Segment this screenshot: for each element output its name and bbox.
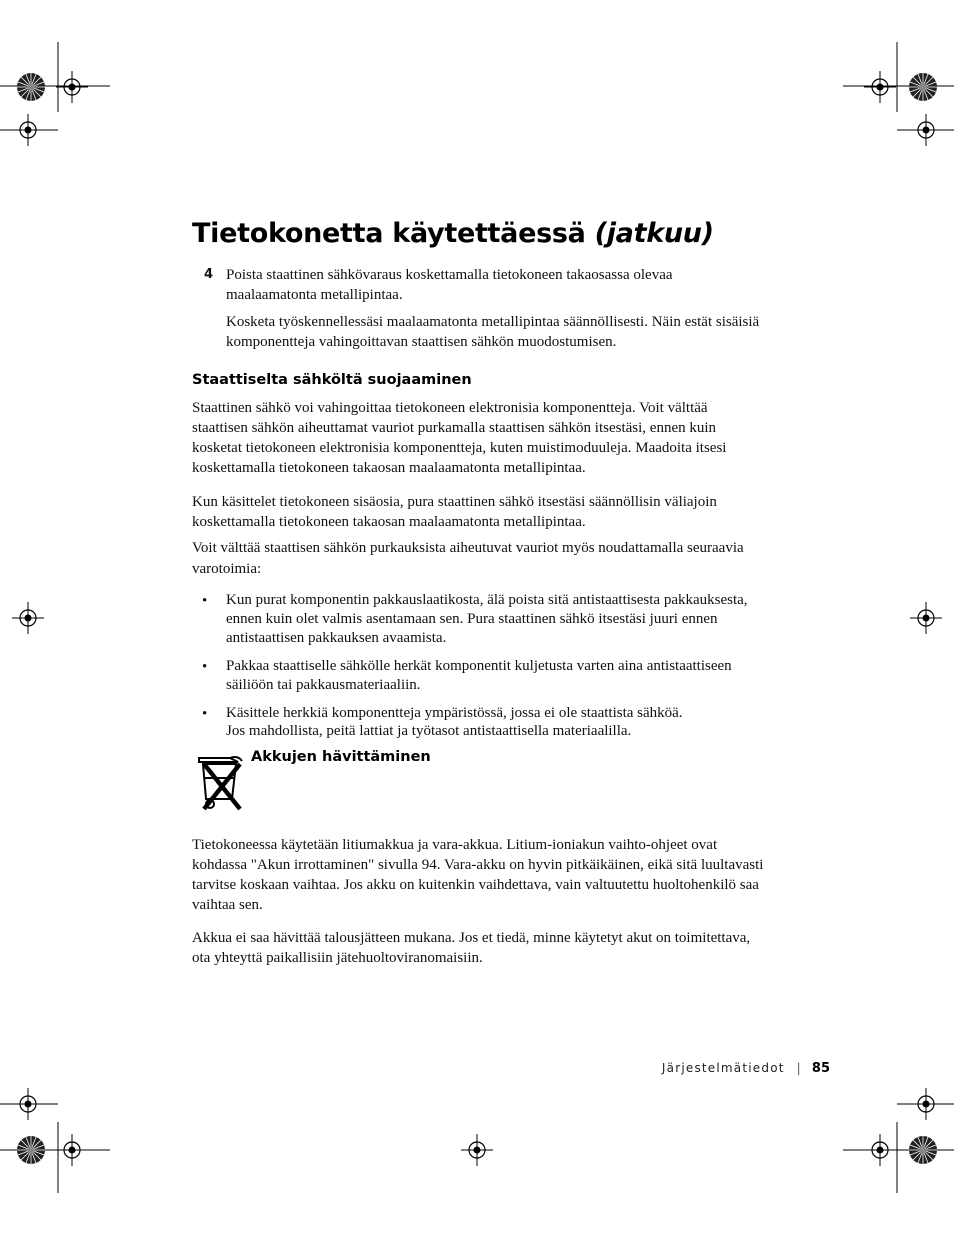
page-title-text: Tietokonetta käytettäessä [192,218,586,249]
bullet-line: Jos mahdollista, peitä lattiat ja työtasot antistaattisella materiaalilla. [226,723,632,739]
paragraph-line: vaihtaa sen. [192,897,263,913]
bullet-line: säiliöön tai pakkausmateriaaliin. [226,677,421,693]
paragraph-line: Tietokoneessa käytetään litiumakkua ja vara-akkua. Litium-ioniakun vaihto-ohjeet ovat [192,837,718,853]
static-paragraph-2 [192,492,717,532]
step-text-line: maalaamatonta metallipintaa. [226,287,403,303]
paragraph-line: Voit välttää staattisen sähkön purkauksista aiheutuvat vauriot myös noudattamalla seuraavia [192,540,744,556]
bullet-line: antistaattisen pakkauksen avaamista. [226,630,447,646]
paragraph-line: kosketat tietokoneen elektronisia komponentteja, kuten muistimoduuleja. Maadoita itsesi [192,440,727,456]
step-note [226,312,759,352]
bullet-line: Kun purat komponentin pakkauslaatikosta, älä poista sitä antistaattisesta pakkauksesta, [226,592,748,608]
bullet-marker: • [202,659,208,675]
crossed-out-wheelie-bin-icon [194,751,246,815]
bullet-line: Pakkaa staattiselle sähkölle herkät komponentit kuljetusta varten aina antistaattiseen [226,658,732,674]
bullet-item [226,591,748,648]
step-text [226,265,673,305]
page-number: 85 [811,1061,830,1076]
paragraph-line: Kun käsittelet tietokoneen sisäosia, pura staattinen sähkö itsestäsi säännöllisin väliajoin [192,494,717,510]
page-title-continued: (jatkuu) [594,218,714,249]
step-note-line: Kosketa työskennellessäsi maalaamatonta metallipintaa säännöllisesti. Näin estät sisäisiä [226,314,760,330]
bullet-item [226,657,732,695]
paragraph-line: staattisen sähkön aiheuttamat vauriot purkamalla staattisen sähkön itsestäsi, ennen kuin [192,420,717,436]
static-heading: Staattiselta sähköltä suojaaminen [192,372,472,388]
paragraph-line: ota yhteyttä paikallisiin jätehuoltoviranomaisiin. [192,950,483,966]
page-footer [560,1061,830,1076]
bullet-line: ennen kuin olet valmis asentamaan sen. Pura staattinen sähkö itsestäsi juuri ennen [226,611,718,627]
bullet-line: Käsittele herkkiä komponentteja ympäristössä, jossa ei ole staattista sähköä. [226,705,683,721]
footer-section-name: Järjestelmätiedot [661,1061,785,1075]
footer-separator: | [796,1061,802,1075]
bullet-marker: • [202,706,208,722]
page-title [192,218,714,249]
static-paragraph-3 [192,538,744,580]
paragraph-line: koskettamalla tietokoneen takaosan maalaamatonta metallipintaa. [192,514,586,530]
paragraph-line: koskettamalla tietokoneen takaosan maalaamatonta metallipintaa. [192,460,586,476]
step-note-line: komponentteja vahingoittavan staattisen sähkön muodostumisen. [226,334,617,350]
paragraph-line: varotoimia: [192,561,262,577]
static-paragraph-1 [192,398,726,478]
battery-paragraph-1 [192,835,763,915]
paragraph-line: Staattinen sähkö voi vahingoittaa tietokoneen elektronisia komponentteja. Voit välttää [192,400,708,416]
step-text-line: Poista staattinen sähkövaraus koskettamalla tietokoneen takaosassa olevaa [226,267,673,283]
paragraph-line: Akkua ei saa hävittää talousjätteen mukana. Jos et tiedä, minne käytetyt akut on toimitettava, [192,930,751,946]
step-number: 4 [204,267,214,282]
battery-paragraph-2 [192,928,750,968]
bullet-item [226,704,683,740]
battery-heading: Akkujen hävittäminen [251,749,431,765]
paragraph-line: kohdassa "Akun irrottaminen" sivulla 94. Vara-akku on hyvin pitkäikäinen, eikä sitä luultavasti [192,857,764,873]
paragraph-line: tarvitse koskaan vaihtaa. Jos akku on kuitenkin vaihdettava, vain valtuutettu huoltohenkilö saa [192,877,759,893]
bullet-marker: • [202,593,208,609]
